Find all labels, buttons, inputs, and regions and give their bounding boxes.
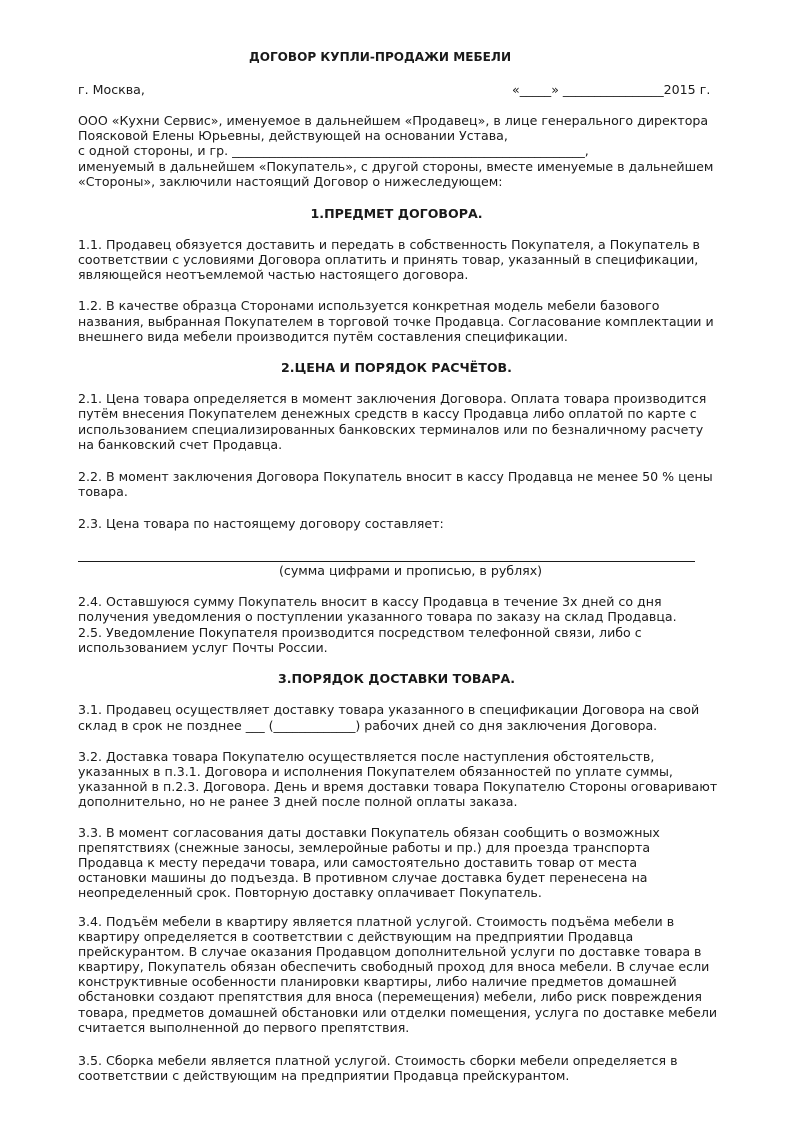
paragraph-line: квартиру определяется в соответствии с действующим на предприятии Продавца bbox=[78, 929, 634, 944]
city: г. Москва, bbox=[78, 82, 145, 97]
paragraph-line: путём внесения Покупателем денежных средств в кассу Продавца либо оплатой по карте с bbox=[78, 406, 697, 421]
sum-fill-line bbox=[78, 561, 695, 562]
paragraph-line: конструктивные особенности планировки квартиры, либо наличие предметов домашней bbox=[78, 974, 677, 989]
paragraph-line: 2.2. В момент заключения Договора Покупатель вносит в кассу Продавца не менее 50 % цены bbox=[78, 469, 713, 484]
paragraph-line: 2.4. Оставшуюся сумму Покупатель вносит в кассу Продавца в течение 3х дней со дня bbox=[78, 594, 662, 609]
preamble-line: Поясковой Елены Юрьевны, действующей на основании Устава, bbox=[78, 128, 508, 143]
paragraph-line: указанных в п.3.1. Договора и исполнения Покупателем обязанностей по уплате суммы, bbox=[78, 764, 673, 779]
paragraph-line: внешнего вида мебели производится путём составления спецификации. bbox=[78, 329, 568, 344]
preamble-line: «Стороны», заключили настоящий Договор о нижеследующем: bbox=[78, 174, 503, 189]
paragraph-line: 2.5. Уведомление Покупателя производится посредством телефонной связи, либо с bbox=[78, 625, 642, 640]
paragraph-line: названия, выбранная Покупателем в торговой точке Продавца. Согласование комплектации и bbox=[78, 314, 714, 329]
document-title: ДОГОВОР КУПЛИ-ПРОДАЖИ МЕБЕЛИ bbox=[248, 49, 512, 64]
sum-caption: (сумма цифрами и прописью, в рублях) bbox=[279, 563, 543, 578]
paragraph-line: склад в срок не позднее ___ (_____________) рабочих дней со дня заключения Договора. bbox=[78, 718, 658, 733]
preamble-line: именуемый в дальнейшем «Покупатель», с другой стороны, вместе именуемые в дальнейшем bbox=[78, 159, 714, 174]
paragraph-line: 1.2. В качестве образца Сторонами используется конкретная модель мебели базового bbox=[78, 298, 660, 313]
paragraph-line: Продавца к месту передачи товара, или самостоятельно доставить товар от места bbox=[78, 855, 638, 870]
paragraph-line: использованием специализированных банковских терминалов или по безналичному расчету bbox=[78, 422, 704, 437]
preamble-line: с одной стороны, и гр. ________________________________________________________, bbox=[78, 143, 589, 158]
section-heading: 2.ЦЕНА И ПОРЯДОК РАСЧЁТОВ. bbox=[281, 360, 512, 375]
paragraph-line: товара, предметов домашней обстановки или отделки помещения, услуга по доставке мебели bbox=[78, 1005, 718, 1020]
paragraph-line: препятствиях (снежные заносы, землеройные работы и пр.) для проезда транспорта bbox=[78, 840, 651, 855]
paragraph-line: 1.1. Продавец обязуется доставить и передать в собственность Покупателя, а Покупатель в bbox=[78, 237, 700, 252]
paragraph-line: неопределенный срок. Повторную доставку оплачивает Покупатель. bbox=[78, 885, 542, 900]
paragraph-line: указанной в п.2.3. Договора. День и время доставки товара Покупателю Стороны оговаривают bbox=[78, 779, 718, 794]
preamble-line: ООО «Кухни Сервис», именуемое в дальнейшем «Продавец», в лице генерального директора bbox=[78, 113, 709, 128]
paragraph-line: остановки машины до подъезда. В противном случае доставка будет перенесена на bbox=[78, 870, 648, 885]
paragraph-line: обстановки создают препятствия для вноса (перемещения) мебели, либо риск повреждения bbox=[78, 989, 702, 1004]
paragraph-line: на банковский счет Продавца. bbox=[78, 437, 283, 452]
paragraph-line: товара. bbox=[78, 484, 128, 499]
paragraph-line: прейскурантом. В случае оказания Продавцом дополнительной услуги по доставке товара в bbox=[78, 944, 702, 959]
paragraph-line: 3.5. Сборка мебели является платной услугой. Стоимость сборки мебели определяется в bbox=[78, 1053, 678, 1068]
paragraph-line: 3.4. Подъём мебели в квартиру является платной услугой. Стоимость подъёма мебели в bbox=[78, 914, 675, 929]
paragraph-line: 3.1. Продавец осуществляет доставку товара указанного в спецификации Договора на свой bbox=[78, 702, 700, 717]
paragraph-line: являющейся неотъемлемой частью настоящего договора. bbox=[78, 267, 469, 282]
paragraph-line: считается выполненной до первого препятствия. bbox=[78, 1020, 410, 1035]
paragraph-line: соответствии с действующим на предприятии Продавца прейскурантом. bbox=[78, 1068, 570, 1083]
paragraph-line: дополнительно, но не ранее 3 дней после полной оплаты заказа. bbox=[78, 794, 518, 809]
section-heading: 1.ПРЕДМЕТ ДОГОВОРА. bbox=[310, 206, 483, 221]
section-heading: 3.ПОРЯДОК ДОСТАВКИ ТОВАРА. bbox=[277, 671, 516, 686]
paragraph-line: квартиру, Покупатель обязан обеспечить свободный проход для вноса мебели. В случае если bbox=[78, 959, 710, 974]
paragraph-line: получения уведомления о поступлении указанного товара по заказу на склад Продавца. bbox=[78, 609, 677, 624]
paragraph-line: использованием услуг Почты России. bbox=[78, 640, 328, 655]
paragraph-line: 2.1. Цена товара определяется в момент заключения Договора. Оплата товара производится bbox=[78, 391, 707, 406]
contract-date: «_____» ________________2015 г. bbox=[512, 82, 711, 97]
paragraph-line: 3.2. Доставка товара Покупателю осуществляется после наступления обстоятельств, bbox=[78, 749, 655, 764]
paragraph-line: 3.3. В момент согласования даты доставки Покупатель обязан сообщить о возможных bbox=[78, 825, 660, 840]
paragraph-line: 2.3. Цена товара по настоящему договору составляет: bbox=[78, 516, 444, 531]
paragraph-line: соответствии с условиями Договора оплатить и принять товар, указанный в спецификации, bbox=[78, 252, 699, 267]
